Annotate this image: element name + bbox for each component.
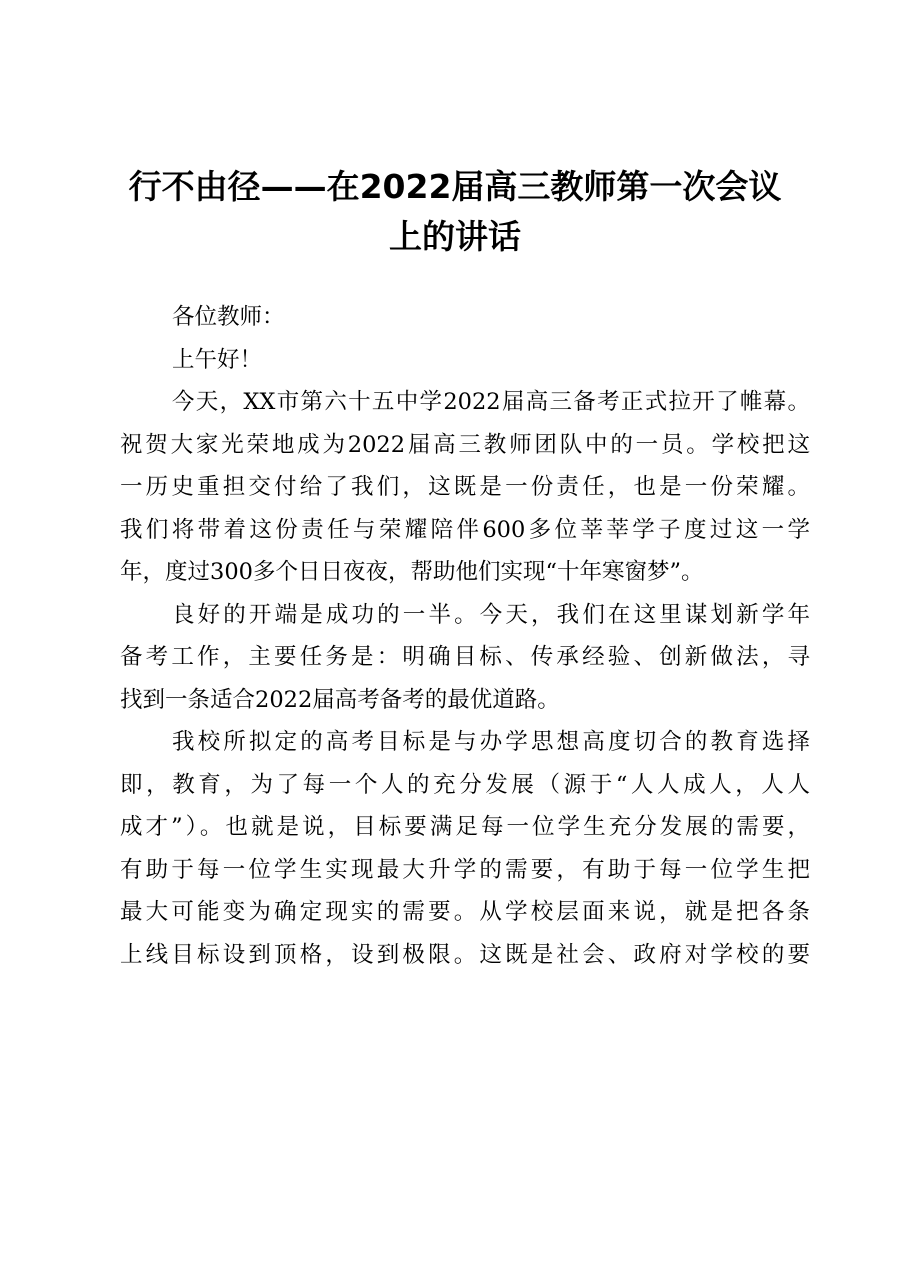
title-line-2: 上的讲话 [389, 217, 521, 256]
paragraph-line: 有助于每一位学生实现最大升学的需要，有助于每一位学生把 [120, 856, 810, 883]
greeting: 上午好！ [172, 346, 263, 373]
title-line-1: 行不由径——在2022届高三教师第一次会议 [128, 167, 782, 206]
paragraph-line: 备考工作，主要任务是：明确目标、传承经验、创新做法，寻 [120, 644, 810, 670]
document-body [120, 296, 810, 976]
paragraph-line: 祝贺大家光荣地成为2022届高三教师团队中的一员。学校把这 [120, 431, 810, 458]
document-title [120, 162, 790, 262]
paragraph-line: 找到一条适合2022届高考备考的最优道路。 [120, 686, 560, 713]
paragraph-line: 良好的开端是成功的一半。今天，我们在这里谋划新学年 [172, 601, 810, 628]
paragraph-line: 年，度过300多个日日夜夜，帮助他们实现“十年寒窗梦”。 [120, 559, 704, 585]
paragraph-line: 成才”）。也就是说，目标要满足每一位学生充分发展的需要， [120, 814, 810, 840]
paragraph-line: 今天，XX市第六十五中学2022届高三备考正式拉开了帷幕。 [172, 389, 810, 415]
paragraph-line: 最大可能变为确定现实的需要。从学校层面来说，就是把各条 [120, 899, 810, 925]
paragraph-line: 即，教育，为了每一个人的充分发展（源于“人人成人，人人 [120, 771, 810, 798]
paragraph-line: 我们将带着这份责任与荣耀陪伴600多位莘莘学子度过这一学 [120, 516, 810, 543]
salutation: 各位教师： [172, 304, 285, 330]
paragraph-line: 我校所拟定的高考目标是与办学思想高度切合的教育选择 [172, 729, 810, 755]
paragraph-line: 上线目标设到顶格，设到极限。这既是社会、政府对学校的要 [120, 941, 810, 968]
paragraph-line: 一历史重担交付给了我们，这既是一份责任，也是一份荣耀。 [120, 474, 810, 500]
